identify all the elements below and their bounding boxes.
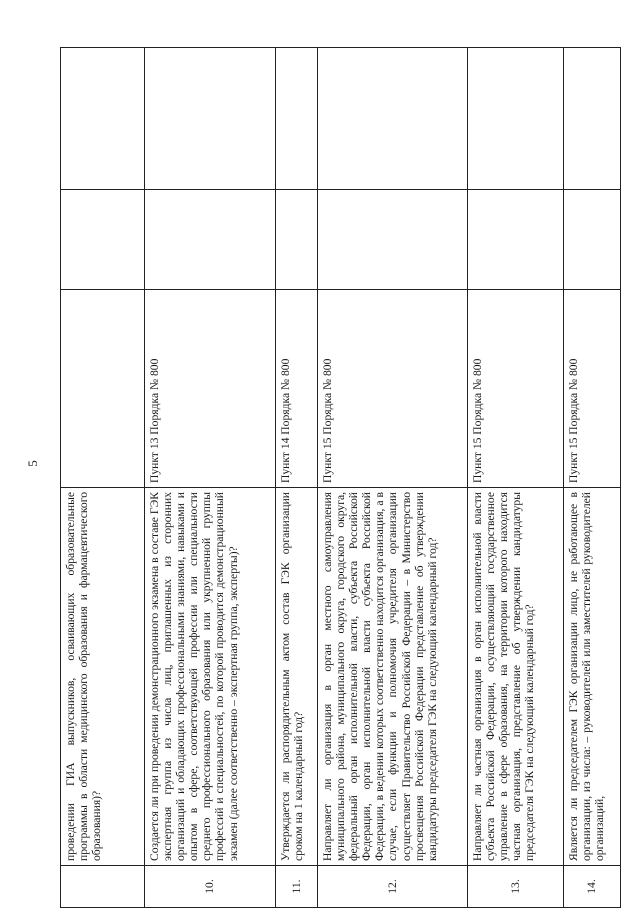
row-number bbox=[61, 866, 145, 908]
empty-cell bbox=[145, 190, 276, 290]
question-text: Является ли председателем ГЭК организации лицо, не работающее в организации, из числа: – руководителей или заместителей руководителей организаций, bbox=[564, 488, 621, 866]
question-text: Направляет ли организация в орган местного самоуправления муниципального района, муниципального округа, городского округа, федеральный орган исполнительной власти, субъекта Российской Федерации, орган исполнительной власти субъекта Российской Федерации, в ведении которых соответственно находится организация, а в случае, если функции и полномочия учредителя организации осуществляет Правительство Российской Федерации – в Министерство просвещения Российской Федерации представление об утверждении кандидатуры председателя ГЭК на следующий календарный год? bbox=[318, 488, 468, 866]
row-number: 12. bbox=[318, 866, 468, 908]
legal-reference: Пункт 15 Порядка № 800 bbox=[318, 290, 468, 488]
table-row bbox=[318, 48, 468, 908]
row-number: 11. bbox=[276, 866, 318, 908]
question-text: Утверждается ли распорядительным актом состав ГЭК организации сроком на 1 календарный год? bbox=[276, 488, 318, 866]
legal-reference: Пункт 13 Порядка № 800 bbox=[145, 290, 276, 488]
page-number: 5 bbox=[24, 460, 40, 467]
table-row bbox=[564, 48, 621, 908]
row-number: 10. bbox=[145, 866, 276, 908]
question-text: Направляет ли частная организация в орган исполнительной власти субъекта Российской Федерации, осуществляющий государственное управление в сфере образования, на территории которого находится частная организация, представление об утверждении кандидатуры председателя ГЭК на следующий календарный год? bbox=[468, 488, 564, 866]
table-row bbox=[276, 48, 318, 908]
question-text: Создается ли при проведении демонстрационного экзамена в составе ГЭК экспертная группа из числа лиц, приглашенных из сторонних организаций и обладающих профессиональными знаниями, навыками и опытом в сфере, соответствующей профессии или специальности среднего профессионального образования или укрупненной группы профессий и специальностей, по которой проводится демонстрационный экзамен (далее соответственно – экспертная группа, эксперты)? bbox=[145, 488, 276, 866]
empty-cell bbox=[145, 48, 276, 190]
rotated-page bbox=[60, 48, 620, 908]
table-row bbox=[61, 48, 145, 908]
empty-cell bbox=[468, 190, 564, 290]
empty-cell bbox=[318, 48, 468, 190]
checklist-table bbox=[60, 47, 621, 908]
table-row bbox=[468, 48, 564, 908]
table-row bbox=[145, 48, 276, 908]
empty-cell bbox=[564, 48, 621, 190]
empty-cell bbox=[276, 48, 318, 190]
empty-cell bbox=[564, 190, 621, 290]
empty-cell bbox=[276, 190, 318, 290]
empty-cell bbox=[318, 190, 468, 290]
empty-cell bbox=[61, 48, 145, 190]
legal-reference: Пункт 15 Порядка № 800 bbox=[564, 290, 621, 488]
legal-reference bbox=[61, 290, 145, 488]
legal-reference: Пункт 15 Порядка № 800 bbox=[468, 290, 564, 488]
row-number: 13. bbox=[468, 866, 564, 908]
question-text: проведении ГИА выпускников, осваивающих образовательные программы в области медицинского образования и фармацевтического образования)? bbox=[61, 488, 145, 866]
empty-cell bbox=[61, 190, 145, 290]
row-number: 14. bbox=[564, 866, 621, 908]
legal-reference: Пункт 14 Порядка № 800 bbox=[276, 290, 318, 488]
empty-cell bbox=[468, 48, 564, 190]
